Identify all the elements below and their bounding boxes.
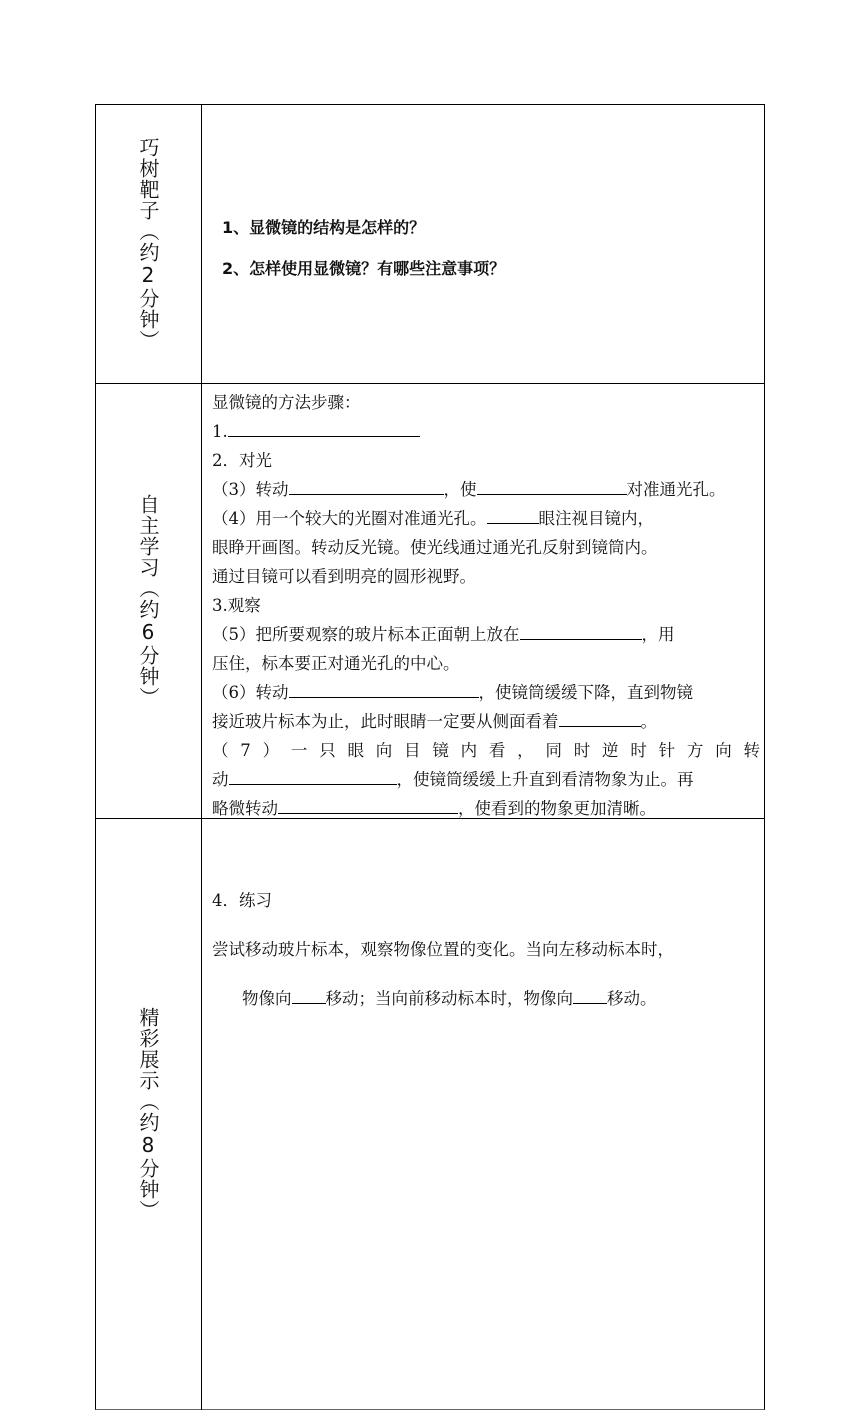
step-4-cont: 通过目镜可以看到明亮的圆形视野。 bbox=[212, 567, 476, 586]
blank-field[interactable] bbox=[228, 418, 420, 437]
section-label: 巧树靶子（约2分钟） bbox=[136, 136, 160, 351]
step-4-text: 眼注视目镜内， bbox=[538, 509, 654, 528]
step-3-text: ，使 bbox=[443, 480, 477, 499]
blank-field[interactable] bbox=[559, 708, 641, 727]
blank-field[interactable] bbox=[487, 505, 539, 524]
practice-text-part: 移动；当向前移动标本时，物像向 bbox=[325, 989, 573, 1008]
column-divider bbox=[201, 104, 202, 1410]
blank-field[interactable] bbox=[520, 621, 642, 640]
step-3 bbox=[212, 475, 760, 504]
section-label: 精彩展示（约8分钟） bbox=[136, 1007, 160, 1221]
step-1-text: 1. bbox=[212, 422, 228, 441]
practice-title: 4．练习 bbox=[212, 891, 272, 910]
blank-field[interactable] bbox=[292, 985, 326, 1004]
step-2: 2．对光 bbox=[212, 451, 272, 470]
step-7-text: 略微转动 bbox=[212, 799, 278, 818]
row-label-1 bbox=[95, 104, 201, 383]
step-7-end bbox=[212, 794, 760, 823]
step-3-text: （3）转动 bbox=[212, 480, 289, 499]
self-study-block bbox=[212, 388, 760, 823]
practice-block bbox=[212, 886, 760, 1013]
practice-text-2 bbox=[212, 984, 760, 1013]
questions-block bbox=[222, 214, 770, 283]
blank-field[interactable] bbox=[289, 679, 479, 698]
step-5 bbox=[212, 620, 760, 649]
row-label-2 bbox=[95, 383, 201, 818]
step-5-cont: 压住，标本要正对通光孔的中心。 bbox=[212, 654, 460, 673]
step-4-text: （4）用一个较大的光圈对准通光孔。 bbox=[212, 509, 487, 528]
step-1 bbox=[212, 417, 760, 446]
step-observe: 3.观察 bbox=[212, 596, 261, 615]
step-7: （7）一只眼向目镜内看，同时逆时针方向转 bbox=[212, 741, 760, 760]
practice-text-part: 移动。 bbox=[607, 989, 657, 1008]
step-5-text: （5）把所要观察的玻片标本正面朝上放在 bbox=[212, 625, 520, 644]
step-6-text: （6）转动 bbox=[212, 683, 289, 702]
step-7-text: ，使看到的物象更加清晰。 bbox=[458, 799, 656, 818]
practice-text: 尝试移动玻片标本，观察物像位置的变化。当向左移动标本时， bbox=[212, 940, 674, 959]
step-6-text: 。 bbox=[640, 712, 657, 731]
step-6-text: 接近玻片标本为止，此时眼睛一定要从侧面看着 bbox=[212, 712, 559, 731]
row-label-3 bbox=[95, 818, 201, 1410]
practice-text-part: 物像向 bbox=[242, 989, 292, 1008]
question-2: 2、怎样使用显微镜？有哪些注意事项？ bbox=[222, 259, 506, 278]
step-7-text: 动 bbox=[212, 770, 229, 789]
step-6-text: ，使镜筒缓缓下降，直到物镜 bbox=[478, 683, 693, 702]
section-label: 自主学习（约6分钟） bbox=[136, 493, 160, 708]
step-3-text: 对准通光孔。 bbox=[626, 480, 726, 499]
step-4 bbox=[212, 504, 760, 533]
steps-intro: 显微镜的方法步骤： bbox=[212, 393, 361, 412]
step-5-text: ，用 bbox=[641, 625, 675, 644]
blank-field[interactable] bbox=[229, 766, 397, 785]
blank-field[interactable] bbox=[573, 985, 607, 1004]
blank-field[interactable] bbox=[289, 476, 444, 495]
step-6 bbox=[212, 678, 760, 707]
step-7-text: ，使镜筒缓缓上升直到看清物象为止。再 bbox=[396, 770, 694, 789]
blank-field[interactable] bbox=[278, 795, 458, 814]
step-6-cont bbox=[212, 707, 760, 736]
step-4-cont: 眼睁开画图。转动反光镜。使光线通过通光孔反射到镜筒内。 bbox=[212, 538, 658, 557]
step-7-cont bbox=[212, 765, 760, 794]
question-1: 1、显微镜的结构是怎样的？ bbox=[222, 218, 426, 237]
blank-field[interactable] bbox=[477, 476, 627, 495]
